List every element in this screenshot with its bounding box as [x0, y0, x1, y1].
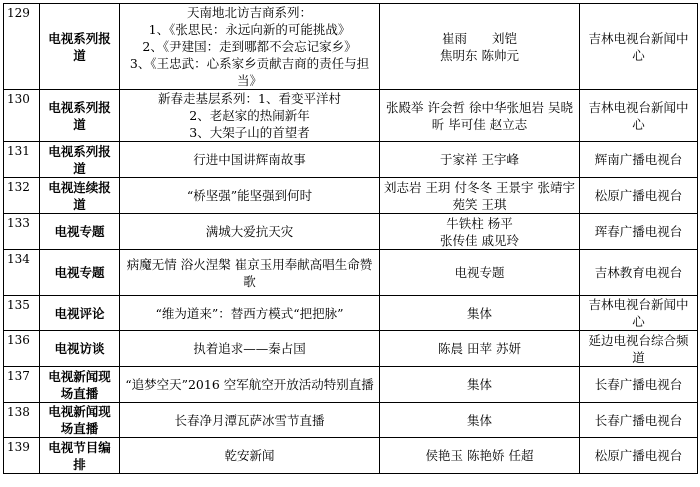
row-category: 电视专题: [40, 214, 120, 250]
table-row: [4, 214, 698, 250]
row-number: 131: [4, 142, 40, 178]
row-title: [120, 4, 380, 90]
row-number: 139: [4, 438, 40, 474]
awards-table-body: [4, 4, 698, 474]
row-authors: 侯艳玉 陈艳娇 任超: [380, 438, 580, 474]
row-title: “桥坚强”能坚强到何时: [120, 178, 380, 214]
row-unit: 松原广播电视台: [580, 438, 698, 474]
title-line: 3、大架子山的首望者: [189, 125, 310, 140]
title-line: 天南地北访吉商系列：: [186, 5, 312, 20]
row-number: 133: [4, 214, 40, 250]
table-row: [4, 90, 698, 142]
table-row: [4, 142, 698, 178]
row-title: 乾安新闻: [120, 438, 380, 474]
author-line: 牛铁柱 杨平: [446, 215, 513, 231]
row-unit: 吉林电视台新闻中心: [580, 296, 698, 331]
row-authors: 集体: [380, 403, 580, 438]
row-category: 电视专题: [40, 250, 120, 296]
title-line: 2、《尹建国：走到哪都不会忘记家乡》: [142, 39, 357, 54]
row-authors: 于家祥 王宇峰: [380, 142, 580, 178]
row-authors: [380, 4, 580, 90]
row-category: 电视评论: [40, 296, 120, 331]
row-title: “追梦空天”2016 空军航空开放活动特别直播: [120, 367, 380, 403]
table-row: [4, 331, 698, 367]
awards-table-container: [3, 3, 698, 474]
title-line: 1、《张思民：永远向新的可能挑战》: [148, 22, 351, 37]
row-number: 130: [4, 90, 40, 142]
row-number: 138: [4, 403, 40, 438]
row-authors: 集体: [380, 367, 580, 403]
row-unit: 吉林电视台新闻中心: [580, 4, 698, 90]
table-row: [4, 250, 698, 296]
row-category: 电视连续报道: [40, 178, 120, 214]
table-row: [4, 403, 698, 438]
row-title: [120, 90, 380, 142]
row-authors: 集体: [380, 296, 580, 331]
row-authors: [380, 214, 580, 250]
author-line: 崔雨 刘铠: [441, 30, 517, 46]
row-number: 134: [4, 250, 40, 296]
title-line: 2、老赵家的热闹新年: [189, 108, 310, 123]
row-title: 病魔无情 浴火涅槃 崔京玉用奉献高唱生命赞歌: [120, 250, 380, 296]
row-unit: 辉南广播电视台: [580, 142, 698, 178]
row-unit: 松原广播电视台: [580, 178, 698, 214]
row-unit: 吉林教育电视台: [580, 250, 698, 296]
row-authors: 陈晨 田苹 苏妍: [380, 331, 580, 367]
title-line: 3、《王忠武：心系家乡贡献吉商的责任与担当》: [129, 56, 370, 88]
row-unit: 长春广播电视台: [580, 403, 698, 438]
row-category: 电视节目编排: [40, 438, 120, 474]
row-title: 长春净月潭瓦萨冰雪节直播: [120, 403, 380, 438]
author-line: 焦明东 陈帅元: [440, 47, 519, 63]
row-category: 电视访谈: [40, 331, 120, 367]
row-number: 132: [4, 178, 40, 214]
table-row: [4, 4, 698, 90]
row-unit: 长春广播电视台: [580, 367, 698, 403]
table-row: [4, 178, 698, 214]
row-number: 137: [4, 367, 40, 403]
row-number: 129: [4, 4, 40, 90]
row-title: 行进中国讲辉南故事: [120, 142, 380, 178]
row-unit: 吉林电视台新闻中心: [580, 90, 698, 142]
row-category: 电视系列报道: [40, 90, 120, 142]
row-number: 136: [4, 331, 40, 367]
awards-table: [3, 3, 698, 474]
row-category: 电视系列报道: [40, 4, 120, 90]
row-number: 135: [4, 296, 40, 331]
row-category: 电视系列报道: [40, 142, 120, 178]
row-unit: 延边电视台综合频道: [580, 331, 698, 367]
row-title: 执着追求——秦占国: [120, 331, 380, 367]
title-line: 新春走基层系列：1、看变平洋村: [158, 91, 341, 106]
row-category: 电视新闻现场直播: [40, 403, 120, 438]
row-category: 电视新闻现场直播: [40, 367, 120, 403]
row-title: 满城大爱抗天灾: [120, 214, 380, 250]
row-authors: 电视专题: [380, 250, 580, 296]
author-line: 张传佳 戚见玲: [440, 232, 519, 248]
row-authors: 张殿举 许会哲 徐中华张旭岩 吴晓昕 毕可佳 赵立志: [380, 90, 580, 142]
table-row: [4, 296, 698, 331]
row-authors: 刘志岩 王玥 付冬冬 王景宇 张靖宇 苑笑 王琪: [380, 178, 580, 214]
table-row: [4, 438, 698, 474]
table-row: [4, 367, 698, 403]
row-unit: 珲春广播电视台: [580, 214, 698, 250]
row-title: “维为道来”：替西方模式“把把脉”: [120, 296, 380, 331]
